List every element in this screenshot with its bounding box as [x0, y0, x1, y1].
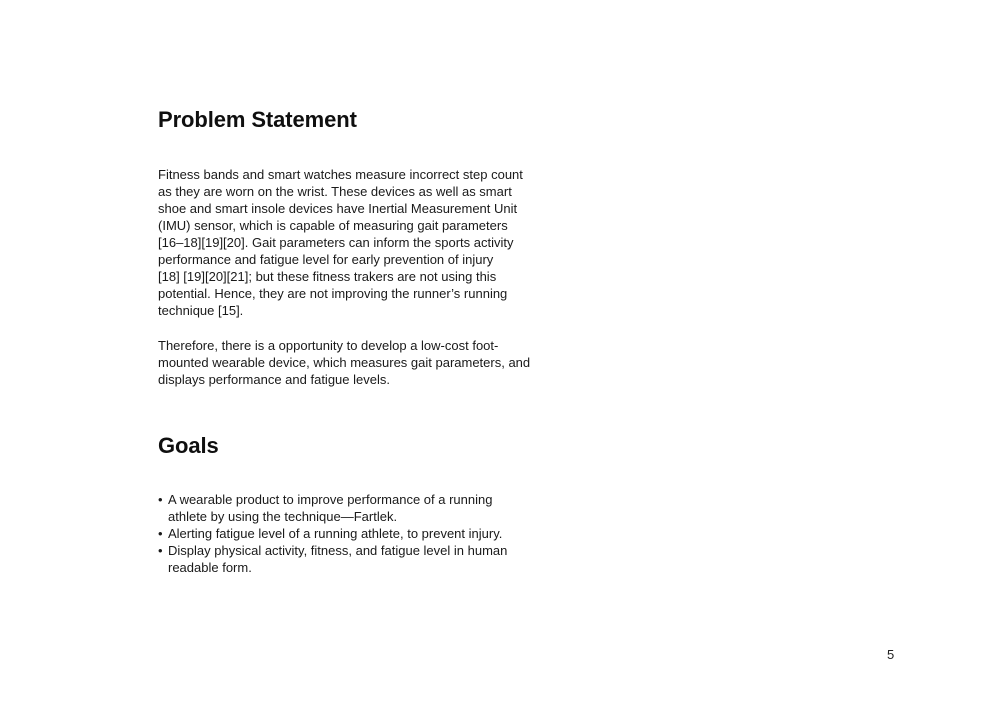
text-line: athlete by using the technique—Fartlek.	[168, 509, 398, 524]
text-line: mounted wearable device, which measures gait parameters, and	[158, 355, 531, 370]
text-line: Therefore, there is a opportunity to develop a low-cost foot-	[158, 338, 499, 353]
text-line: [18] [19][20][21]; but these fitness trakers are not using this	[158, 269, 497, 284]
text-line: as they are worn on the wrist. These devices as well as smart	[158, 184, 512, 199]
text-line: [16–18][19][20]. Gait parameters can inform the sports activity	[158, 235, 514, 250]
text-line: performance and fatigue level for early prevention of injury	[158, 252, 494, 267]
text-line: Alerting fatigue level of a running athlete, to prevent injury.	[168, 526, 503, 541]
text-line: readable form.	[168, 560, 252, 575]
text-line: Display physical activity, fitness, and fatigue level in human	[168, 543, 508, 558]
bullet-icon: •	[158, 526, 163, 541]
page-number: 5	[887, 647, 895, 662]
problem-paragraph-2	[158, 337, 530, 388]
bullet-icon: •	[158, 492, 163, 507]
goals-heading: Goals	[158, 433, 219, 458]
problem-paragraph-1	[158, 166, 530, 319]
text-line: potential. Hence, they are not improving the runner’s running	[158, 286, 508, 301]
text-line: (IMU) sensor, which is capable of measuring gait parameters	[158, 218, 508, 233]
text-line: technique [15].	[158, 303, 244, 318]
goal-item	[158, 542, 530, 576]
bullet-icon: •	[158, 543, 163, 558]
text-line: displays performance and fatigue levels.	[158, 372, 390, 387]
text-line: shoe and smart insole devices have Inertial Measurement Unit	[158, 201, 518, 216]
problem-statement-heading: Problem Statement	[158, 107, 357, 132]
text-line: A wearable product to improve performance of a running	[168, 492, 493, 507]
goal-item	[158, 491, 530, 525]
text-line: Fitness bands and smart watches measure incorrect step count	[158, 167, 523, 182]
goal-item	[158, 525, 530, 542]
goals-list	[158, 491, 530, 576]
